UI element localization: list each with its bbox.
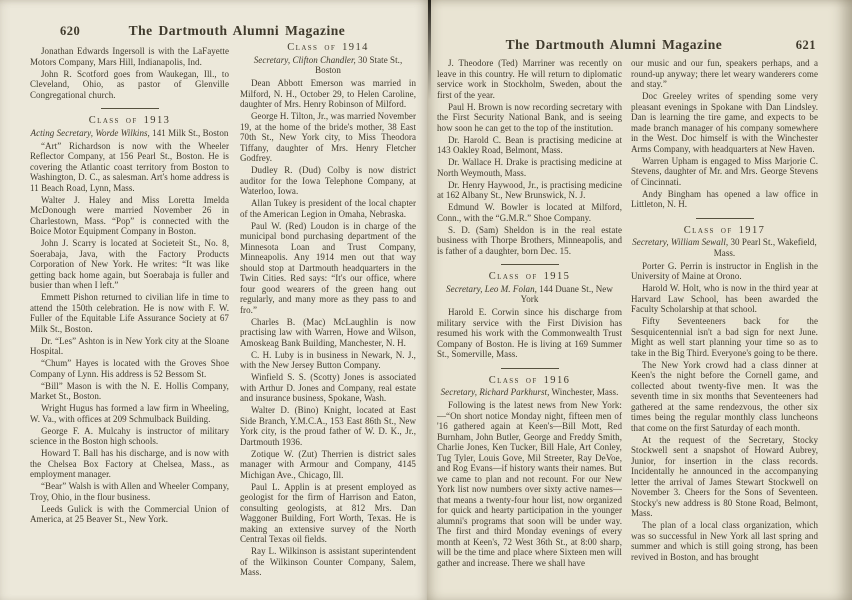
secretary-name-italic: Secretary, Richard Parkhurst, <box>440 387 550 397</box>
paragraph: “Art” Richardson is now with the Wheeler Reflector Company, at 156 Pearl St., Boston. He is covering the Atlantic coast territory from Boston to Washington, D. C., as salesman. Art's home address is 11 Beach Road, Lynn, Mass. <box>30 140 229 193</box>
section-divider <box>501 264 559 265</box>
paragraph: The plan of a local class organization, which was so successful in New York all last spring and summer and which is still going strong, has been revived in Boston, and has brought <box>631 520 818 562</box>
paragraph: Emmett Pishon returned to civilian life in time to attend the 150th celebration. He is now with F. W. Fuller of the Equitable Life Assurance Society at 67 Milk St., Boston. <box>30 292 229 334</box>
paragraph: Zotique W. (Zut) Therrien is district sales manager with Armour and Company, 4145 Michigan Ave., Chicago, Ill. <box>240 448 416 480</box>
text-column-2 <box>240 42 416 592</box>
class-1916-heading: Class of 1916 <box>488 374 571 386</box>
paragraph: Dean Abbott Emerson was married in Milford, N. H., October 29, to Helen Caroline, daughter of Mrs. Henry Robinson of Milford. <box>240 78 416 109</box>
magazine-title-left: The Dartmouth Alumni Magazine <box>128 23 346 38</box>
paragraph: George H. Tilton, Jr., was married November 19, at the home of the bride's mother, 38 East 70th St., New York city, to Miss Theodora Tiffany, daughter of Mrs. Henry Fletcher Godfrey. <box>240 111 416 163</box>
paragraph: Allan Tukey is president of the local chapter of the American Legion in Omaha, Nebraska. <box>240 198 416 219</box>
text-column-4 <box>631 58 818 594</box>
paragraph: Edmund W. Bowler is located at Milford, Conn., with the “G.M.R.” Shoe Company. <box>437 202 622 223</box>
section-divider <box>501 368 559 369</box>
paragraph: Charles B. (Mac) McLaughlin is now practising law with Warren, Howe and Wilson, Amoskeag Bank Building, Manchester, N. H. <box>240 316 416 348</box>
paragraph: Paul W. (Red) Loudon is in charge of the municipal bond purchasing department of the Minnesota Loan and Trust Company, Minneapolis. Any 1914 men out that way should stop at Dartmouth headquarters in the Twin Cities. Red says: “It's our office, where four good wearers of the green hang out regularly, and many more as they pass to and fro.” <box>240 220 416 315</box>
paragraph: Harold W. Holt, who is now in the third year at Harvard Law School, has been awarded the Faculty Scholarship at that school. <box>631 283 818 314</box>
text-column-3 <box>437 58 622 594</box>
page-gutter-shadow <box>428 0 431 100</box>
paragraph: C. H. Luby is in business in Newark, N. J., with the New Jersey Button Company. <box>240 349 416 370</box>
paragraph: Porter G. Perrin is instructor in English in the University of Maine at Orono. <box>631 260 818 281</box>
paragraph: S. D. (Sam) Sheldon is in the real estate business with Thorpe Brothers, Minneapolis, and is father of a daughter, born Dec. 15. <box>437 224 622 256</box>
class-1917-heading: Class of 1917 <box>683 224 766 236</box>
secretary-name-italic: Secretary, William Sewall, <box>632 237 729 247</box>
paragraph: “Chum” Hayes is located with the Groves Shoe Company of Lynn. His address is 52 Bessom St. <box>30 358 229 379</box>
class-1913-secretary <box>30 128 229 139</box>
paragraph: Dr. Harold C. Bean is practising medicine at 143 Oakley Road, Belmont, Mass. <box>437 134 622 155</box>
paragraph: Doc Greeley writes of spending some very pleasant evenings in Spokane with Dan Lindsley. Dan is learning the tire game, and expects to be made branch manager of his company somewhere in the West. Doc himself is with the Winchester Arms Company, with headquarters at New Haven. <box>631 91 818 154</box>
secretary-name-italic: Secretary, Leo M. Folan, <box>446 283 537 294</box>
secretary-address: 144 Duane St., New York <box>520 283 613 304</box>
paragraph: Following is the latest news from New York:—“On short notice Monday night, fifteen men of '16 gathered again at Keen's—Bill Mott, Red Burnham, John Butler, George and Freddy Smith, Charlie Jones, Ken Tucker, Bill Hale, Art Conley, Tug Tyler, Louis Gove, Mil Streeter, Ray DeVoe, and Rog Evans—if history wants their names. But we came to plan and not recount. For our New York list now numbers over sixty active names—that means a twenty-four hour list, now organized for quick and hearty participation in the younger alumni's programs that soon will be under way. The first and third Monday evenings of every month at Keen's, 72 West 36th St., at 8:00 sharp, will be the time and place where Sixteen men will gather and increase. There we shall have <box>437 400 622 568</box>
class-1916-secretary <box>437 387 622 398</box>
secretary-address: 30 State St., Boston <box>315 54 403 75</box>
page-number-left: 620 <box>60 24 81 38</box>
paragraph: Ray L. Wilkinson is assistant superintendent of the Wilkinson Counter Company, Salem, Mass. <box>240 546 416 577</box>
class-1915-heading: Class of 1915 <box>488 271 571 282</box>
paragraph: Wright Hugus has formed a law firm in Wheeling, W. Va., with offices at 209 Schmulback Building. <box>30 403 229 424</box>
page-621 <box>427 0 852 600</box>
paragraph: Warren Upham is engaged to Miss Marjorie C. Stevens, daughter of Mr. and Mrs. George Stevens of Cincinnati. <box>631 155 818 187</box>
secretary-name-italic: Secretary, Clifton Chandler, <box>253 54 356 65</box>
class-1913-heading: Class of 1913 <box>88 115 171 126</box>
paragraph: Andy Bingham has opened a law office in Littleton, N. H. <box>631 188 818 209</box>
class-1915-secretary <box>437 284 622 305</box>
paragraph: Leeds Gulick is with the Commercial Union of America, at 25 Beaver St., New York. <box>30 503 229 524</box>
class-1917-secretary <box>631 237 818 258</box>
paragraph: “Bill” Mason is with the N. E. Hollis Company, Market St., Boston. <box>30 380 229 401</box>
text-column-1 <box>30 46 229 592</box>
section-divider <box>101 108 159 109</box>
secretary-name-italic: Acting Secretary, Worde Wilkins, <box>30 127 150 138</box>
paragraph: Dr. Henry Haywood, Jr., is practising medicine at 162 Albany St., New Brunswick, N. J. <box>437 179 622 200</box>
paragraph: Winfield S. S. (Scotty) Jones is associated with Arthur D. Jones and Company, real estate and insurance business, Spokane, Wash. <box>240 372 416 403</box>
paragraph: “Bear” Walsh is with Allen and Wheeler Company, Troy, Ohio, in the flour business. <box>30 481 229 502</box>
magazine-title-right: The Dartmouth Alumni Magazine <box>505 37 723 52</box>
paragraph: The New York crowd had a class dinner at Keen's the night before the Cornell game, and collected about twenty-five men. It was the seventh time in six months that Seventeeners had gathered at the same rendezvous, the other six times being the regular monthly class luncheons that come on the first Saturday of each month. <box>631 359 818 433</box>
paragraph: Harold E. Corwin since his discharge from military service with the First Division has resumed his work with the Commonwealth Trust Company of Boston. He is living at 169 Summer St., Somerville, Mass. <box>437 307 622 359</box>
paragraph: Dr. Wallace H. Drake is practising medicine at North Weymouth, Mass. <box>437 157 622 178</box>
paragraph: Dr. “Les” Ashton is in New York city at the Sloane Hospital. <box>30 335 229 356</box>
paragraph: John J. Scarry is located at Societeit St., No. 8, Soerabaja, Java, with the Factory Products Corporation of New York. He writes: “It was like getting back home again, but Soerabaja is fuller and busier than when I left.” <box>30 238 229 290</box>
section-divider <box>696 218 754 219</box>
paragraph: George F. A. Mulcahy is instructor of military science in the Boston high schools. <box>30 425 229 446</box>
secretary-address: 141 Milk St., Boston <box>149 127 229 138</box>
class-1914-secretary <box>240 55 416 76</box>
paragraph: At the request of the Secretary, Stocky Stockwell sent a snapshot of Howard Aubrey, Junior, for insertion in the class records. Incidentally he announced in the accompanying letter the arrival of James Stewart Stockwell on November 3. Cheers for the Sons of Seventeen. Stocky's new address is 80 Stone Road, Belmont, Mass. <box>631 434 818 518</box>
secretary-address: 30 Pearl St., Wakefield, Mass. <box>713 237 817 258</box>
page-number-right: 621 <box>795 38 816 52</box>
paragraph: Fifty Seventeeners back for the Sesquicentennial isn't a bad sign for next June. Might as well start planning your time so as to take in the Big Third. Everyone's going to be there. <box>631 316 818 358</box>
class-1914-heading: Class of 1914 <box>287 42 369 53</box>
paragraph: Paul H. Brown is now recording secretary with the First Security National Bank, and is seeing how soon he can get to the top of the institution. <box>437 101 622 133</box>
paragraph: J. Theodore (Ted) Marriner was recently on leave in this country. He will return to diplomatic service work in Stockholm, Sweden, about the first of the year. <box>437 58 622 100</box>
paragraph: Walter D. (Bino) Knight, located at East Side Branch, Y.M.C.A., 153 East 86th St., New York city, is the proud father of W. D. K., Jr., Dartmouth 1936. <box>240 405 416 447</box>
paragraph: Jonathan Edwards Ingersoll is with the LaFayette Motors Company, Mars Hill, Indianapolis, Ind. <box>30 46 229 67</box>
paragraph: John R. Scotford goes from Waukegan, Ill., to Cleveland, Ohio, as pastor of Glenville Congregational church. <box>30 68 229 100</box>
paragraph: Howard T. Ball has his discharge, and is now with the Chelsea Box Factory at Chelsea, Mass., as employment manager. <box>30 448 229 479</box>
secretary-address: Winchester, Mass. <box>549 387 619 397</box>
paragraph: our music and our fun, speakers perhaps, and a round-up anyway; there let weary wanderers come and stay.” <box>631 58 818 89</box>
paragraph: Paul L. Applin is at present employed as geologist for the firm of Harrison and Eaton, consulting geologists, at 812 Mrs. Dan Waggoner Building, Fort Worth, Texas. He is making an extensive survey of the North Central Texas oil fields. <box>240 481 416 544</box>
paragraph: Dudley R. (Dud) Colby is now district auditor for the Iowa Telephone Company, at Waterloo, Iowa. <box>240 165 416 196</box>
paragraph: Walter J. Haley and Miss Loretta Imelda McDonough were married November 26 in Charlestown, Mass. “Pop” is connected with the Boice Motor Equipment Company in Boston. <box>30 194 229 236</box>
